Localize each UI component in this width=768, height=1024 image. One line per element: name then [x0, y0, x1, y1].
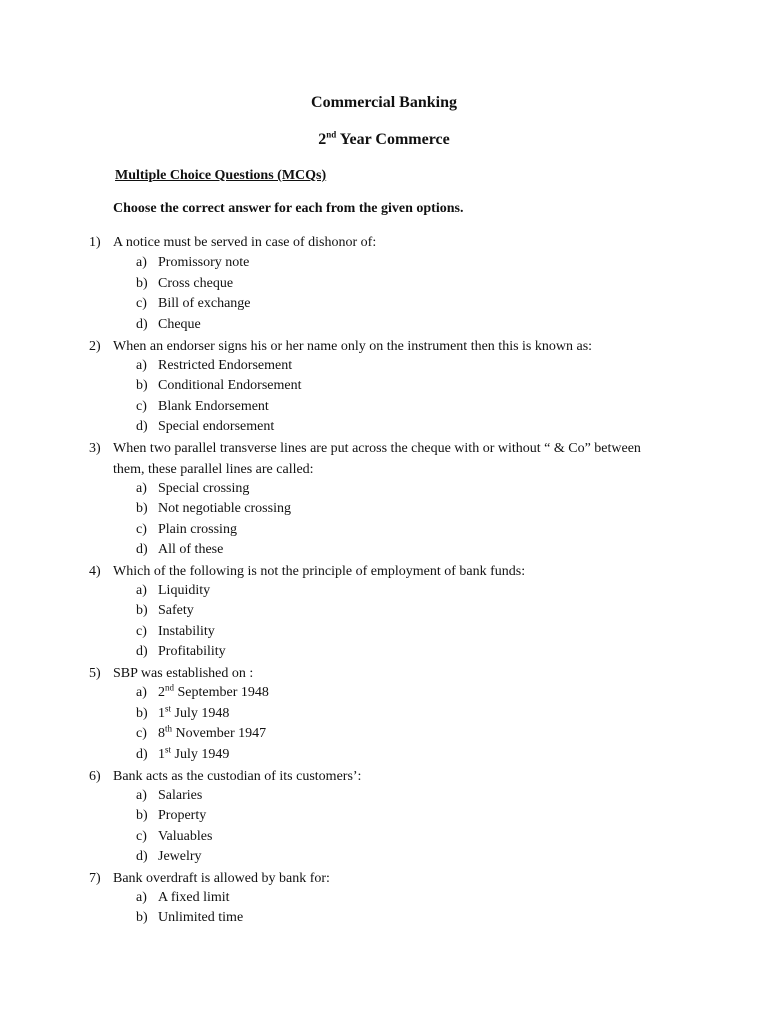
question-text: When an endorser signs his or her name only on the instrument then this is known as:: [113, 339, 593, 354]
question-text: Bank acts as the custodian of its customers’:: [113, 769, 362, 784]
date-rest: September 1948: [174, 685, 269, 700]
option-letter: b): [136, 603, 148, 618]
option-text: [158, 723, 267, 742]
option-letter: b): [136, 706, 148, 721]
question-number: 5): [89, 666, 101, 681]
option-letter: c): [136, 522, 147, 537]
section-heading: Multiple Choice Questions (MCQs): [115, 168, 327, 183]
question-text: Bank overdraft is allowed by bank for:: [113, 871, 330, 886]
question-text: Which of the following is not the principle of employment of bank funds:: [113, 564, 526, 579]
option-text: [158, 682, 269, 701]
option-text: Profitability: [158, 644, 226, 659]
option-letter: a): [136, 255, 147, 270]
option-text: Special endorsement: [158, 419, 275, 434]
option-letter: b): [136, 910, 148, 925]
option-letter: c): [136, 399, 147, 414]
option-text: Not negotiable crossing: [158, 501, 291, 516]
option-text: Liquidity: [158, 583, 211, 598]
option-text: Restricted Endorsement: [158, 358, 293, 373]
question-number: 7): [89, 871, 101, 886]
option-text: Special crossing: [158, 481, 250, 496]
option-letter: d): [136, 849, 148, 864]
option-text: Salaries: [158, 788, 203, 803]
option-letter: a): [136, 583, 147, 598]
option-letter: c): [136, 624, 147, 639]
option-text: Blank Endorsement: [158, 399, 269, 414]
subtitle-ordinal: nd: [326, 129, 337, 140]
subtitle-text: Year Commerce: [336, 131, 450, 148]
date-day: 8: [158, 726, 165, 741]
option-text: Jewelry: [158, 849, 202, 864]
option-letter: d): [136, 542, 148, 557]
option-letter: b): [136, 276, 148, 291]
instruction-text: Choose the correct answer for each from the given options.: [113, 201, 464, 216]
option-letter: d): [136, 644, 148, 659]
option-text: [158, 703, 230, 722]
subtitle-number: 2: [318, 131, 327, 148]
option-letter: d): [136, 317, 148, 332]
option-letter: a): [136, 481, 147, 496]
option-text: Unlimited time: [158, 910, 244, 925]
option-letter: a): [136, 890, 147, 905]
option-text: Promissory note: [158, 255, 250, 270]
option-text: Valuables: [158, 829, 213, 844]
question-number: 1): [89, 235, 101, 250]
option-letter: d): [136, 747, 148, 762]
option-letter: b): [136, 808, 148, 823]
date-ordinal: st: [165, 744, 172, 755]
date-rest: November 1947: [172, 726, 267, 741]
option-text: All of these: [158, 542, 224, 557]
question-text: SBP was established on :: [113, 666, 254, 681]
date-day: 1: [158, 747, 165, 762]
option-letter: a): [136, 685, 147, 700]
option-letter: b): [136, 501, 148, 516]
option-text: Instability: [158, 624, 215, 639]
question-text: When two parallel transverse lines are put across the cheque with or without “ & Co” between them, these parallel lines are called:: [113, 441, 641, 477]
option-letter: c): [136, 726, 147, 741]
option-text: Plain crossing: [158, 522, 237, 537]
question-number: 3): [89, 441, 101, 456]
option-letter: d): [136, 419, 148, 434]
option-letter: a): [136, 788, 147, 803]
date-rest: July 1949: [171, 747, 230, 762]
date-ordinal: nd: [165, 682, 174, 693]
date-day: 2: [158, 685, 165, 700]
option-text: Conditional Endorsement: [158, 378, 302, 393]
option-text: A fixed limit: [158, 890, 230, 905]
document-title: Commercial Banking: [311, 94, 457, 111]
date-day: 1: [158, 706, 165, 721]
option-text: [158, 744, 230, 763]
option-text: Bill of exchange: [158, 296, 251, 311]
option-letter: c): [136, 296, 147, 311]
option-letter: a): [136, 358, 147, 373]
date-ordinal: th: [165, 723, 173, 734]
option-letter: c): [136, 829, 147, 844]
option-letter: b): [136, 378, 148, 393]
question-number: 6): [89, 769, 101, 784]
option-text: Cross cheque: [158, 276, 234, 291]
option-text: Property: [158, 808, 207, 823]
question-number: 4): [89, 564, 101, 579]
question-number: 2): [89, 339, 101, 354]
date-ordinal: st: [165, 703, 172, 714]
date-rest: July 1948: [171, 706, 230, 721]
option-text: Cheque: [158, 317, 201, 332]
option-text: Safety: [158, 603, 194, 618]
document-subtitle: [0, 131, 768, 149]
question-text: A notice must be served in case of dishonor of:: [113, 235, 377, 250]
